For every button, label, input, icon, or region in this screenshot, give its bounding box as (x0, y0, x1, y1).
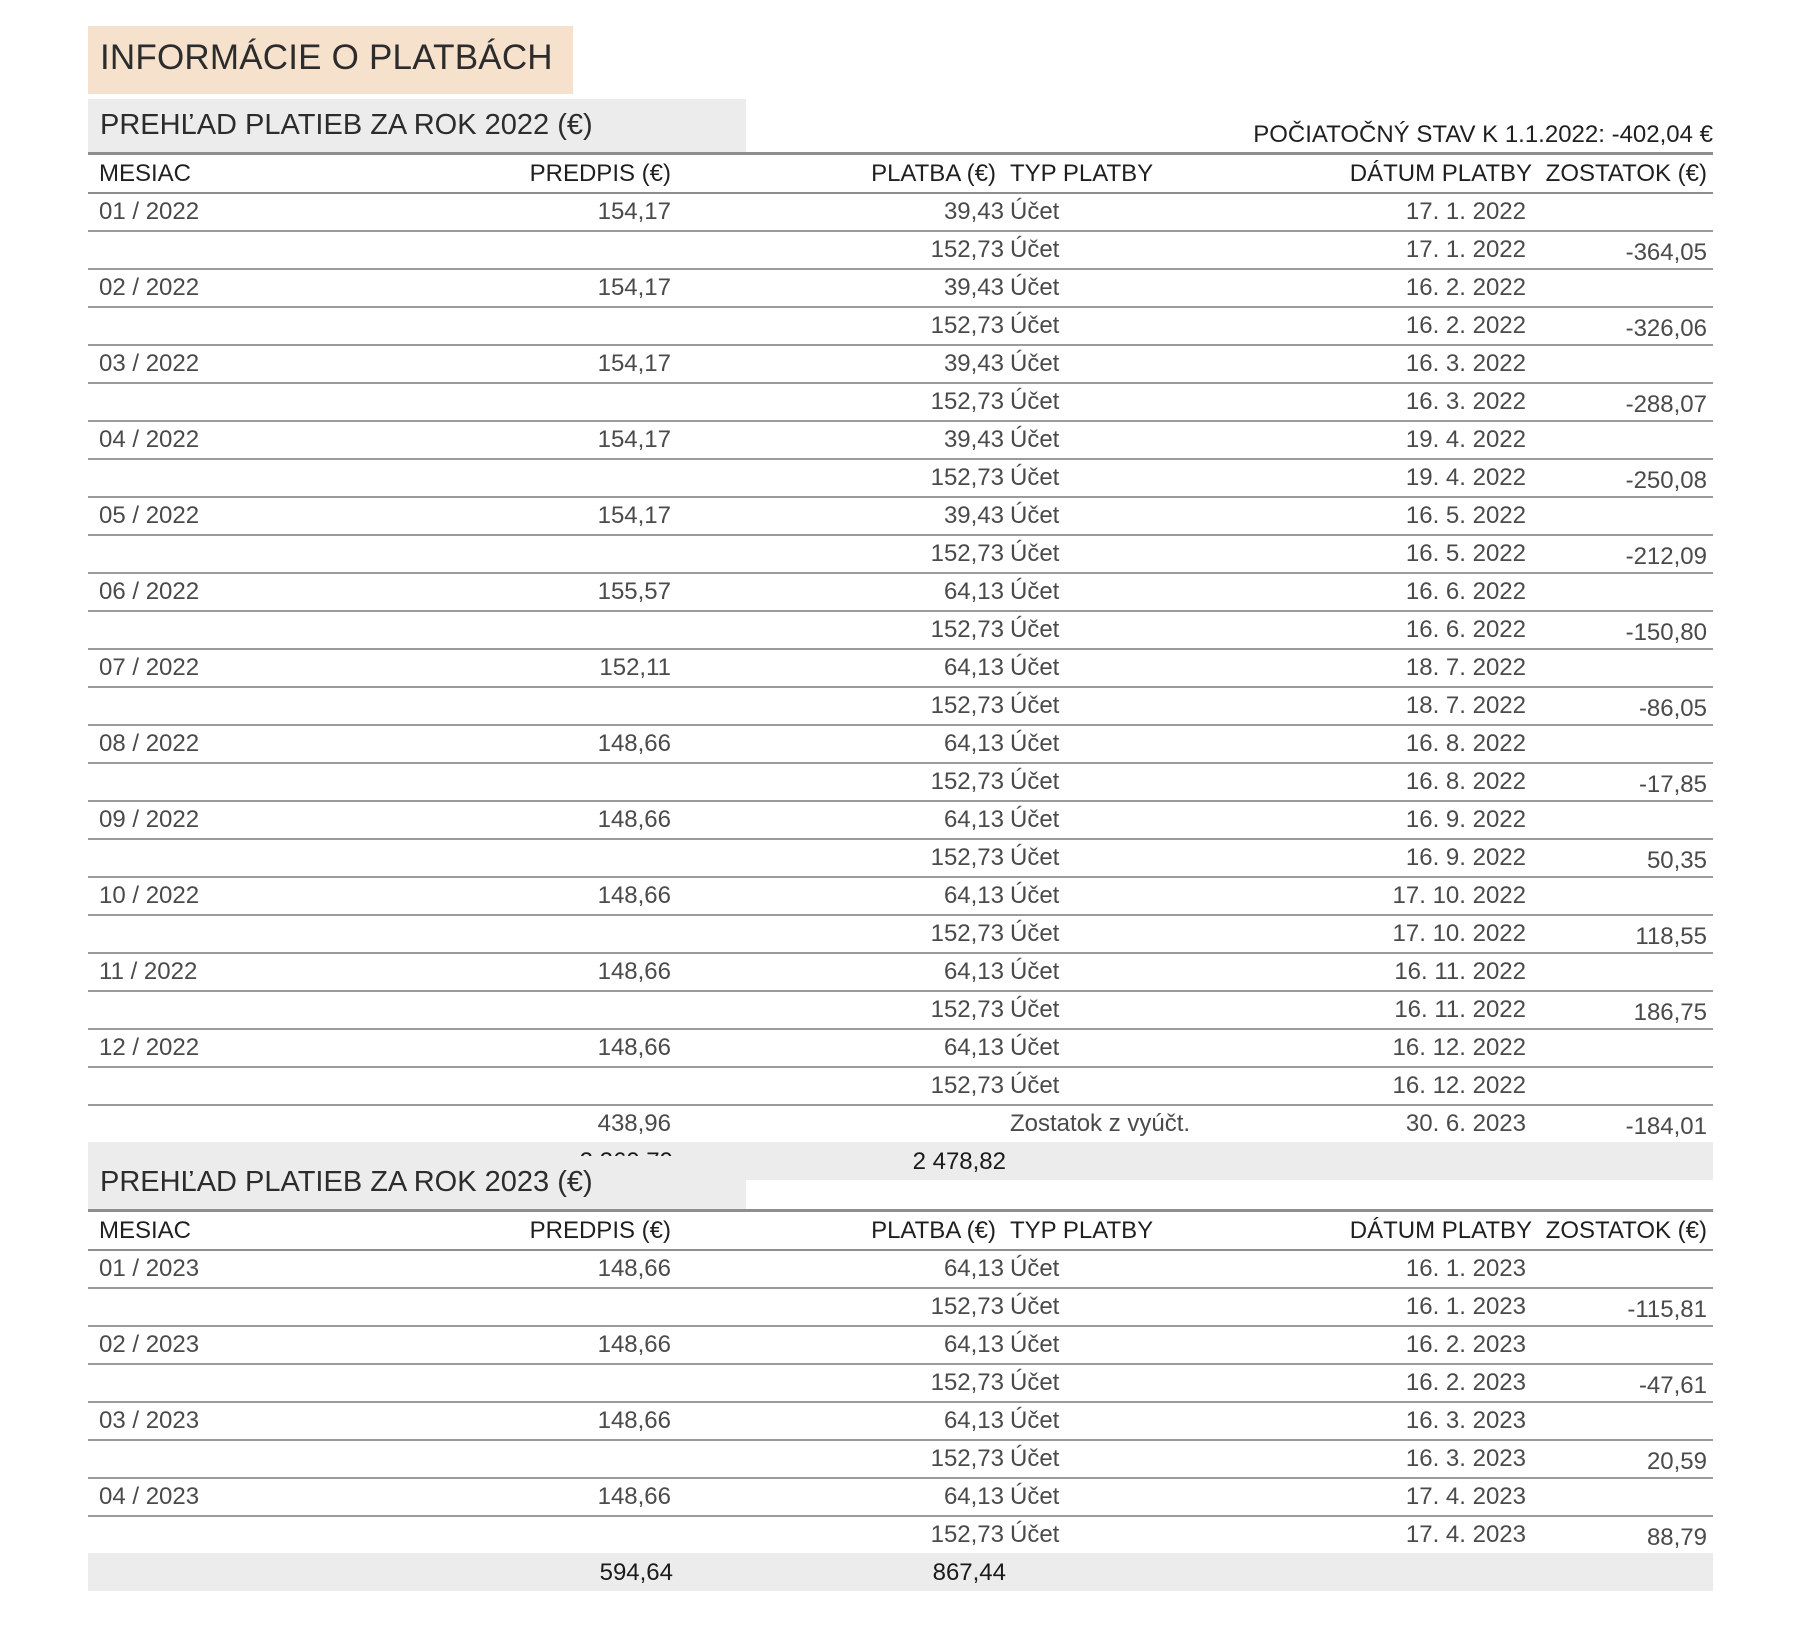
cell-datum: 18. 7. 2022 (1405, 692, 1526, 719)
table-body-2023 (88, 1251, 1713, 1553)
cell-datum: 17. 10. 2022 (1392, 882, 1526, 909)
cell-predpis: 154,17 (597, 502, 671, 529)
cell-datum: 16. 6. 2022 (1405, 578, 1526, 605)
cell-predpis: 152,11 (599, 654, 671, 681)
table-row (88, 764, 1713, 802)
table-header (88, 1209, 1713, 1251)
cell-datum: 16. 3. 2022 (1405, 388, 1526, 415)
cell-typ: Účet (1010, 996, 1060, 1023)
table-row (88, 346, 1713, 384)
cell-predpis: 155,57 (597, 578, 671, 605)
section-2023 (88, 1156, 1713, 1591)
cell-datum: 16. 11. 2022 (1394, 996, 1526, 1023)
cell-datum: 16. 12. 2022 (1392, 1034, 1526, 1061)
header-typ: TYP PLATBY (1010, 160, 1154, 187)
cell-typ: Zostatok z vyúčt. (1010, 1110, 1191, 1137)
cell-datum: 16. 3. 2022 (1405, 350, 1526, 377)
cell-platba: 64,13 (943, 882, 1004, 909)
cell-typ: Účet (1010, 1521, 1060, 1548)
cell-zostatok: 50,35 (1646, 847, 1707, 874)
cell-platba: 152,73 (930, 236, 1004, 263)
section-2022 (88, 99, 1713, 1180)
cell-platba: 152,73 (930, 388, 1004, 415)
cell-zostatok: -288,07 (1625, 391, 1707, 418)
cell-typ: Účet (1010, 616, 1060, 643)
cell-datum: 16. 8. 2022 (1405, 730, 1526, 757)
cell-platba: 152,73 (930, 1293, 1004, 1320)
cell-typ: Účet (1010, 198, 1060, 225)
cell-typ: Účet (1010, 464, 1060, 491)
cell-platba: 64,13 (943, 958, 1004, 985)
cell-zostatok: -86,05 (1638, 695, 1707, 722)
table-row (88, 498, 1713, 536)
cell-predpis: 154,17 (597, 198, 671, 225)
cell-platba: 64,13 (943, 1255, 1004, 1282)
table-row (88, 954, 1713, 992)
cell-typ: Účet (1010, 426, 1060, 453)
cell-platba: 152,73 (930, 768, 1004, 795)
cell-typ: Účet (1010, 1255, 1060, 1282)
header-month: MESIAC (99, 1217, 192, 1244)
header-datum: DÁTUM PLATBY (1349, 160, 1532, 187)
header-predpis: PREDPIS (€) (529, 1217, 671, 1244)
cell-platba: 152,73 (930, 920, 1004, 947)
page-title: INFORMÁCIE O PLATBÁCH (88, 26, 573, 94)
cell-platba: 64,13 (943, 730, 1004, 757)
cell-zostatok: -115,81 (1627, 1296, 1707, 1323)
cell-datum: 18. 7. 2022 (1405, 654, 1526, 681)
table-row (88, 1030, 1713, 1068)
cell-zostatok: -212,09 (1625, 543, 1707, 570)
table-row (88, 1068, 1713, 1106)
cell-platba: 64,13 (943, 654, 1004, 681)
cell-platba: 64,13 (943, 1034, 1004, 1061)
cell-typ: Účet (1010, 274, 1060, 301)
cell-month: 02 / 2023 (99, 1331, 200, 1358)
table-row (88, 1289, 1713, 1327)
table-row (88, 1365, 1713, 1403)
cell-platba: 64,13 (943, 578, 1004, 605)
cell-typ: Účet (1010, 388, 1060, 415)
cell-month: 09 / 2022 (99, 806, 200, 833)
cell-month: 04 / 2023 (99, 1483, 200, 1510)
cell-predpis: 148,66 (597, 1331, 671, 1358)
cell-typ: Účet (1010, 882, 1060, 909)
cell-month: 03 / 2023 (99, 1407, 200, 1434)
cell-platba: 64,13 (943, 1407, 1004, 1434)
cell-platba: 152,73 (930, 692, 1004, 719)
cell-predpis: 154,17 (597, 274, 671, 301)
cell-month: 01 / 2022 (99, 198, 200, 225)
cell-platba: 152,73 (930, 616, 1004, 643)
table-row (88, 574, 1713, 612)
table-row (88, 650, 1713, 688)
header-month: MESIAC (99, 160, 192, 187)
cell-month: 02 / 2022 (99, 274, 200, 301)
cell-typ: Účet (1010, 1034, 1060, 1061)
cell-typ: Účet (1010, 844, 1060, 871)
table-row (88, 802, 1713, 840)
table-row (88, 1106, 1713, 1142)
cell-month: 06 / 2022 (99, 578, 200, 605)
cell-predpis: 148,66 (597, 1034, 671, 1061)
cell-zostatok: 20,59 (1646, 1448, 1707, 1475)
cell-datum: 17. 1. 2022 (1405, 236, 1526, 263)
table-row (88, 1479, 1713, 1517)
cell-platba: 152,73 (930, 1445, 1004, 1472)
cell-typ: Účet (1010, 540, 1060, 567)
total-predpis: 594,64 (599, 1559, 673, 1586)
cell-datum: 30. 6. 2023 (1405, 1110, 1526, 1137)
table-row (88, 916, 1713, 954)
cell-predpis: 148,66 (597, 1407, 671, 1434)
cell-platba: 39,43 (943, 274, 1004, 301)
cell-predpis: 438,96 (597, 1110, 671, 1137)
cell-platba: 152,73 (930, 1369, 1004, 1396)
cell-zostatok: -364,05 (1625, 239, 1707, 266)
cell-typ: Účet (1010, 1331, 1060, 1358)
cell-month: 05 / 2022 (99, 502, 200, 529)
cell-platba: 64,13 (943, 806, 1004, 833)
cell-typ: Účet (1010, 236, 1060, 263)
cell-predpis: 148,66 (597, 806, 671, 833)
table-row (88, 878, 1713, 916)
cell-datum: 16. 9. 2022 (1405, 844, 1526, 871)
cell-platba: 64,13 (943, 1331, 1004, 1358)
table-row (88, 1327, 1713, 1365)
cell-month: 10 / 2022 (99, 882, 200, 909)
cell-datum: 17. 1. 2022 (1405, 198, 1526, 225)
cell-zostatok: 118,55 (1635, 923, 1707, 950)
table-row (88, 1251, 1713, 1289)
cell-platba: 64,13 (943, 1483, 1004, 1510)
cell-typ: Účet (1010, 730, 1060, 757)
cell-typ: Účet (1010, 654, 1060, 681)
cell-typ: Účet (1010, 1293, 1060, 1320)
cell-typ: Účet (1010, 806, 1060, 833)
table-row (88, 384, 1713, 422)
cell-platba: 152,73 (930, 464, 1004, 491)
table-row (88, 612, 1713, 650)
cell-platba: 39,43 (943, 502, 1004, 529)
header-zostatok: ZOSTATOK (€) (1545, 160, 1707, 187)
header-typ: TYP PLATBY (1010, 1217, 1154, 1244)
cell-platba: 39,43 (943, 350, 1004, 377)
cell-typ: Účet (1010, 692, 1060, 719)
cell-predpis: 154,17 (597, 350, 671, 377)
cell-typ: Účet (1010, 1445, 1060, 1472)
cell-typ: Účet (1010, 1072, 1060, 1099)
cell-month: 07 / 2022 (99, 654, 200, 681)
table-row (88, 1517, 1713, 1553)
cell-zostatok: -17,85 (1638, 771, 1707, 798)
cell-zostatok: -150,80 (1625, 619, 1707, 646)
header-datum: DÁTUM PLATBY (1349, 1217, 1532, 1244)
table-row (88, 194, 1713, 232)
cell-typ: Účet (1010, 920, 1060, 947)
cell-typ: Účet (1010, 1483, 1060, 1510)
table-row (88, 688, 1713, 726)
section-title-2023: PREHĽAD PLATIEB ZA ROK 2023 (€) (88, 1156, 746, 1209)
cell-month: 11 / 2022 (99, 958, 198, 985)
cell-platba: 152,73 (930, 312, 1004, 339)
cell-zostatok: -184,01 (1625, 1113, 1707, 1140)
cell-predpis: 148,66 (597, 730, 671, 757)
table-row (88, 270, 1713, 308)
cell-predpis: 148,66 (597, 1255, 671, 1282)
cell-typ: Účet (1010, 502, 1060, 529)
cell-platba: 152,73 (930, 540, 1004, 567)
cell-datum: 16. 5. 2022 (1405, 502, 1526, 529)
cell-typ: Účet (1010, 350, 1060, 377)
cell-predpis: 148,66 (597, 882, 671, 909)
total-platba: 867,44 (932, 1559, 1006, 1586)
table-row (88, 726, 1713, 764)
cell-datum: 17. 4. 2023 (1405, 1521, 1526, 1548)
header-platba: PLATBA (€) (871, 1217, 996, 1244)
section-title-2022: PREHĽAD PLATIEB ZA ROK 2022 (€) (88, 99, 746, 152)
cell-datum: 16. 5. 2022 (1405, 540, 1526, 567)
cell-datum: 16. 2. 2023 (1405, 1331, 1526, 1358)
cell-platba: 39,43 (943, 198, 1004, 225)
cell-platba: 152,73 (930, 1521, 1004, 1548)
table-body-2022 (88, 194, 1713, 1142)
cell-zostatok: -47,61 (1638, 1372, 1707, 1399)
total-platba: 2 478,82 (912, 1148, 1006, 1175)
cell-month: 12 / 2022 (99, 1034, 200, 1061)
table-row (88, 308, 1713, 346)
cell-predpis: 154,17 (597, 426, 671, 453)
cell-zostatok: -250,08 (1625, 467, 1707, 494)
cell-datum: 16. 11. 2022 (1394, 958, 1526, 985)
table-row (88, 422, 1713, 460)
cell-month: 03 / 2022 (99, 350, 200, 377)
cell-datum: 16. 1. 2023 (1405, 1255, 1526, 1282)
cell-typ: Účet (1010, 1407, 1060, 1434)
cell-datum: 16. 12. 2022 (1392, 1072, 1526, 1099)
cell-month: 08 / 2022 (99, 730, 200, 757)
cell-month: 01 / 2023 (99, 1255, 200, 1282)
cell-datum: 16. 1. 2023 (1405, 1293, 1526, 1320)
cell-predpis: 148,66 (597, 1483, 671, 1510)
cell-datum: 16. 9. 2022 (1405, 806, 1526, 833)
header-predpis: PREDPIS (€) (529, 160, 671, 187)
table-row (88, 536, 1713, 574)
cell-typ: Účet (1010, 768, 1060, 795)
cell-datum: 16. 6. 2022 (1405, 616, 1526, 643)
table-header (88, 152, 1713, 194)
table-row (88, 1441, 1713, 1479)
initial-balance: POČIATOČNÝ STAV K 1.1.2022: -402,04 € (1253, 121, 1713, 148)
cell-typ: Účet (1010, 958, 1060, 985)
cell-datum: 19. 4. 2022 (1405, 426, 1526, 453)
cell-platba: 39,43 (943, 426, 1004, 453)
header-platba: PLATBA (€) (871, 160, 996, 187)
cell-datum: 16. 2. 2022 (1405, 274, 1526, 301)
cell-typ: Účet (1010, 1369, 1060, 1396)
cell-datum: 17. 4. 2023 (1405, 1483, 1526, 1510)
cell-zostatok: 186,75 (1633, 999, 1707, 1026)
cell-month: 04 / 2022 (99, 426, 200, 453)
cell-platba: 152,73 (930, 996, 1004, 1023)
cell-datum: 16. 8. 2022 (1405, 768, 1526, 795)
cell-platba: 152,73 (930, 1072, 1004, 1099)
totals-row-2023 (88, 1553, 1713, 1591)
cell-zostatok: 88,79 (1646, 1524, 1707, 1551)
table-row (88, 840, 1713, 878)
cell-typ: Účet (1010, 578, 1060, 605)
cell-datum: 16. 3. 2023 (1405, 1445, 1526, 1472)
table-row (88, 1403, 1713, 1441)
cell-typ: Účet (1010, 312, 1060, 339)
cell-platba: 152,73 (930, 844, 1004, 871)
cell-zostatok: -326,06 (1625, 315, 1707, 342)
table-row (88, 232, 1713, 270)
header-zostatok: ZOSTATOK (€) (1545, 1217, 1707, 1244)
table-row (88, 460, 1713, 498)
cell-datum: 16. 2. 2022 (1405, 312, 1526, 339)
cell-predpis: 148,66 (597, 958, 671, 985)
cell-datum: 16. 2. 2023 (1405, 1369, 1526, 1396)
cell-datum: 19. 4. 2022 (1405, 464, 1526, 491)
table-row (88, 992, 1713, 1030)
cell-datum: 17. 10. 2022 (1392, 920, 1526, 947)
cell-datum: 16. 3. 2023 (1405, 1407, 1526, 1434)
